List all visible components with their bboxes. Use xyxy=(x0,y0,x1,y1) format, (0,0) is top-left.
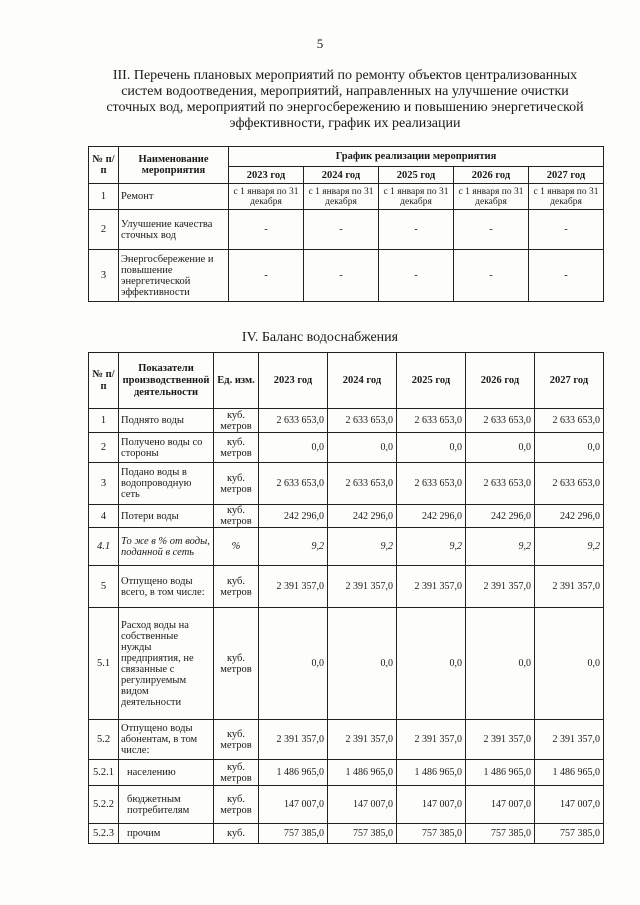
value-cell: 9,2 xyxy=(466,528,535,566)
row-name: Подано воды в водопроводную сеть xyxy=(119,463,214,505)
value-cell: 242 296,0 xyxy=(535,505,604,528)
value-cell: 0,0 xyxy=(535,433,604,463)
value-cell: 242 296,0 xyxy=(259,505,328,528)
row-unit: куб. метров xyxy=(214,720,259,760)
value-cell: 0,0 xyxy=(259,608,328,720)
table-row xyxy=(89,250,604,302)
value-cell: 0,0 xyxy=(466,608,535,720)
row-unit: куб. метров xyxy=(214,786,259,824)
schedule-cell: - xyxy=(379,210,454,250)
value-cell: 2 391 357,0 xyxy=(328,720,397,760)
table-row xyxy=(89,608,604,720)
value-cell: 242 296,0 xyxy=(397,505,466,528)
table-row xyxy=(89,566,604,608)
value-cell: 2 633 653,0 xyxy=(535,463,604,505)
value-cell: 1 486 965,0 xyxy=(535,760,604,786)
value-cell: 242 296,0 xyxy=(328,505,397,528)
row-num: 5.2 xyxy=(89,720,119,760)
value-cell: 2 391 357,0 xyxy=(466,720,535,760)
row-unit: куб. метров xyxy=(214,463,259,505)
value-cell: 757 385,0 xyxy=(328,824,397,844)
table-row xyxy=(89,720,604,760)
row-name: прочим xyxy=(119,824,214,844)
schedule-cell: с 1 января по 31 декабря xyxy=(304,184,379,210)
table-row xyxy=(89,409,604,433)
col-header-year: 2023 год xyxy=(259,353,328,409)
value-cell: 9,2 xyxy=(328,528,397,566)
schedule-cell: с 1 января по 31 декабря xyxy=(454,184,529,210)
value-cell: 0,0 xyxy=(259,433,328,463)
schedule-cell: - xyxy=(529,250,604,302)
row-name: Поднято воды xyxy=(119,409,214,433)
row-name: Энергосбережение и повышение энергетической эффективности xyxy=(119,250,229,302)
row-unit: куб. метров xyxy=(214,608,259,720)
col-header-year: 2024 год xyxy=(328,353,397,409)
value-cell: 2 391 357,0 xyxy=(466,566,535,608)
value-cell: 0,0 xyxy=(328,608,397,720)
value-cell: 2 633 653,0 xyxy=(466,409,535,433)
schedule-cell: - xyxy=(304,210,379,250)
water-balance-table xyxy=(88,352,604,844)
row-unit: куб. метров xyxy=(214,566,259,608)
value-cell: 2 633 653,0 xyxy=(535,409,604,433)
value-cell: 2 391 357,0 xyxy=(535,720,604,760)
row-num: 5.2.3 xyxy=(89,824,119,844)
table-row xyxy=(89,760,604,786)
row-name: Отпущено воды абонентам, в том числе: xyxy=(119,720,214,760)
col-header-year: 2024 год xyxy=(304,167,379,184)
value-cell: 1 486 965,0 xyxy=(397,760,466,786)
value-cell: 0,0 xyxy=(466,433,535,463)
row-num: 1 xyxy=(89,184,119,210)
col-header-unit: Ед. изм. xyxy=(214,353,259,409)
row-unit: куб. метров xyxy=(214,505,259,528)
value-cell: 2 633 653,0 xyxy=(397,409,466,433)
row-name: Потери воды xyxy=(119,505,214,528)
measures-table xyxy=(88,146,604,302)
value-cell: 757 385,0 xyxy=(535,824,604,844)
value-cell: 2 391 357,0 xyxy=(397,720,466,760)
table-row xyxy=(89,786,604,824)
row-name: бюджетным потребителям xyxy=(119,786,214,824)
col-header-num: № п/п xyxy=(89,353,119,409)
row-num: 5.2.2 xyxy=(89,786,119,824)
value-cell: 242 296,0 xyxy=(466,505,535,528)
row-num: 3 xyxy=(89,250,119,302)
table-row xyxy=(89,824,604,844)
row-name: Получено воды со стороны xyxy=(119,433,214,463)
schedule-cell: - xyxy=(229,210,304,250)
value-cell: 0,0 xyxy=(535,608,604,720)
section3-title: III. Перечень плановых мероприятий по ремонту объектов централизованных систем водоотведения, мероприятий, направленных на улучшение очистки сточных вод, мероприятий по энергосбережению и повышению энергетической эффективности, график их реализации xyxy=(106,68,584,131)
col-header-year: 2026 год xyxy=(466,353,535,409)
value-cell: 1 486 965,0 xyxy=(466,760,535,786)
schedule-cell: с 1 января по 31 декабря xyxy=(229,184,304,210)
table-row xyxy=(89,528,604,566)
row-num: 3 xyxy=(89,463,119,505)
value-cell: 2 633 653,0 xyxy=(466,463,535,505)
value-cell: 1 486 965,0 xyxy=(328,760,397,786)
value-cell: 9,2 xyxy=(397,528,466,566)
schedule-cell: - xyxy=(304,250,379,302)
value-cell: 757 385,0 xyxy=(466,824,535,844)
col-header-year: 2023 год xyxy=(229,167,304,184)
col-header-year: 2025 год xyxy=(397,353,466,409)
row-name: Расход воды на собственные нужды предприятия, не связанные с регулируемым видом деятельности xyxy=(119,608,214,720)
schedule-cell: - xyxy=(454,210,529,250)
row-unit: куб. метров xyxy=(214,433,259,463)
value-cell: 757 385,0 xyxy=(397,824,466,844)
col-header-num: № п/п xyxy=(89,147,119,184)
value-cell: 0,0 xyxy=(328,433,397,463)
value-cell: 9,2 xyxy=(259,528,328,566)
row-name: Отпущено воды всего, в том числе: xyxy=(119,566,214,608)
value-cell: 0,0 xyxy=(397,433,466,463)
schedule-cell: - xyxy=(529,210,604,250)
row-name: То же в % от воды, поданной в сеть xyxy=(119,528,214,566)
schedule-cell: - xyxy=(379,250,454,302)
value-cell: 2 633 653,0 xyxy=(259,463,328,505)
row-num: 4.1 xyxy=(89,528,119,566)
col-header-year: 2026 год xyxy=(454,167,529,184)
value-cell: 147 007,0 xyxy=(397,786,466,824)
row-num: 5.1 xyxy=(89,608,119,720)
value-cell: 2 391 357,0 xyxy=(259,720,328,760)
row-name: населению xyxy=(119,760,214,786)
row-unit: % xyxy=(214,528,259,566)
schedule-cell: - xyxy=(229,250,304,302)
table-row xyxy=(89,433,604,463)
value-cell: 0,0 xyxy=(397,608,466,720)
value-cell: 2 391 357,0 xyxy=(535,566,604,608)
row-num: 1 xyxy=(89,409,119,433)
section4-title: IV. Баланс водоснабжения xyxy=(241,330,399,345)
table-row xyxy=(89,184,604,210)
value-cell: 147 007,0 xyxy=(328,786,397,824)
row-num: 4 xyxy=(89,505,119,528)
row-unit: куб. xyxy=(214,824,259,844)
schedule-cell: - xyxy=(454,250,529,302)
value-cell: 2 633 653,0 xyxy=(328,463,397,505)
schedule-cell: с 1 января по 31 декабря xyxy=(379,184,454,210)
page-number: 5 xyxy=(316,36,324,51)
value-cell: 2 391 357,0 xyxy=(397,566,466,608)
row-num: 2 xyxy=(89,433,119,463)
col-header-name: Наименование мероприятия xyxy=(119,147,229,184)
row-unit: куб. метров xyxy=(214,409,259,433)
row-num: 5.2.1 xyxy=(89,760,119,786)
row-name: Ремонт xyxy=(119,184,229,210)
value-cell: 2 391 357,0 xyxy=(259,566,328,608)
value-cell: 2 633 653,0 xyxy=(397,463,466,505)
value-cell: 2 633 653,0 xyxy=(328,409,397,433)
value-cell: 2 391 357,0 xyxy=(328,566,397,608)
value-cell: 147 007,0 xyxy=(259,786,328,824)
schedule-cell: с 1 января по 31 декабря xyxy=(529,184,604,210)
row-unit: куб. метров xyxy=(214,760,259,786)
row-num: 5 xyxy=(89,566,119,608)
col-header-year: 2027 год xyxy=(535,353,604,409)
value-cell: 147 007,0 xyxy=(466,786,535,824)
value-cell: 147 007,0 xyxy=(535,786,604,824)
value-cell: 757 385,0 xyxy=(259,824,328,844)
table-row xyxy=(89,505,604,528)
col-header-year: 2025 год xyxy=(379,167,454,184)
value-cell: 2 633 653,0 xyxy=(259,409,328,433)
col-header-schedule: График реализации мероприятия xyxy=(229,147,604,167)
table-row xyxy=(89,463,604,505)
col-header-name: Показатели производственной деятельности xyxy=(119,353,214,409)
table-row xyxy=(89,210,604,250)
col-header-year: 2027 год xyxy=(529,167,604,184)
value-cell: 1 486 965,0 xyxy=(259,760,328,786)
row-name: Улучшение качества сточных вод xyxy=(119,210,229,250)
row-num: 2 xyxy=(89,210,119,250)
value-cell: 9,2 xyxy=(535,528,604,566)
